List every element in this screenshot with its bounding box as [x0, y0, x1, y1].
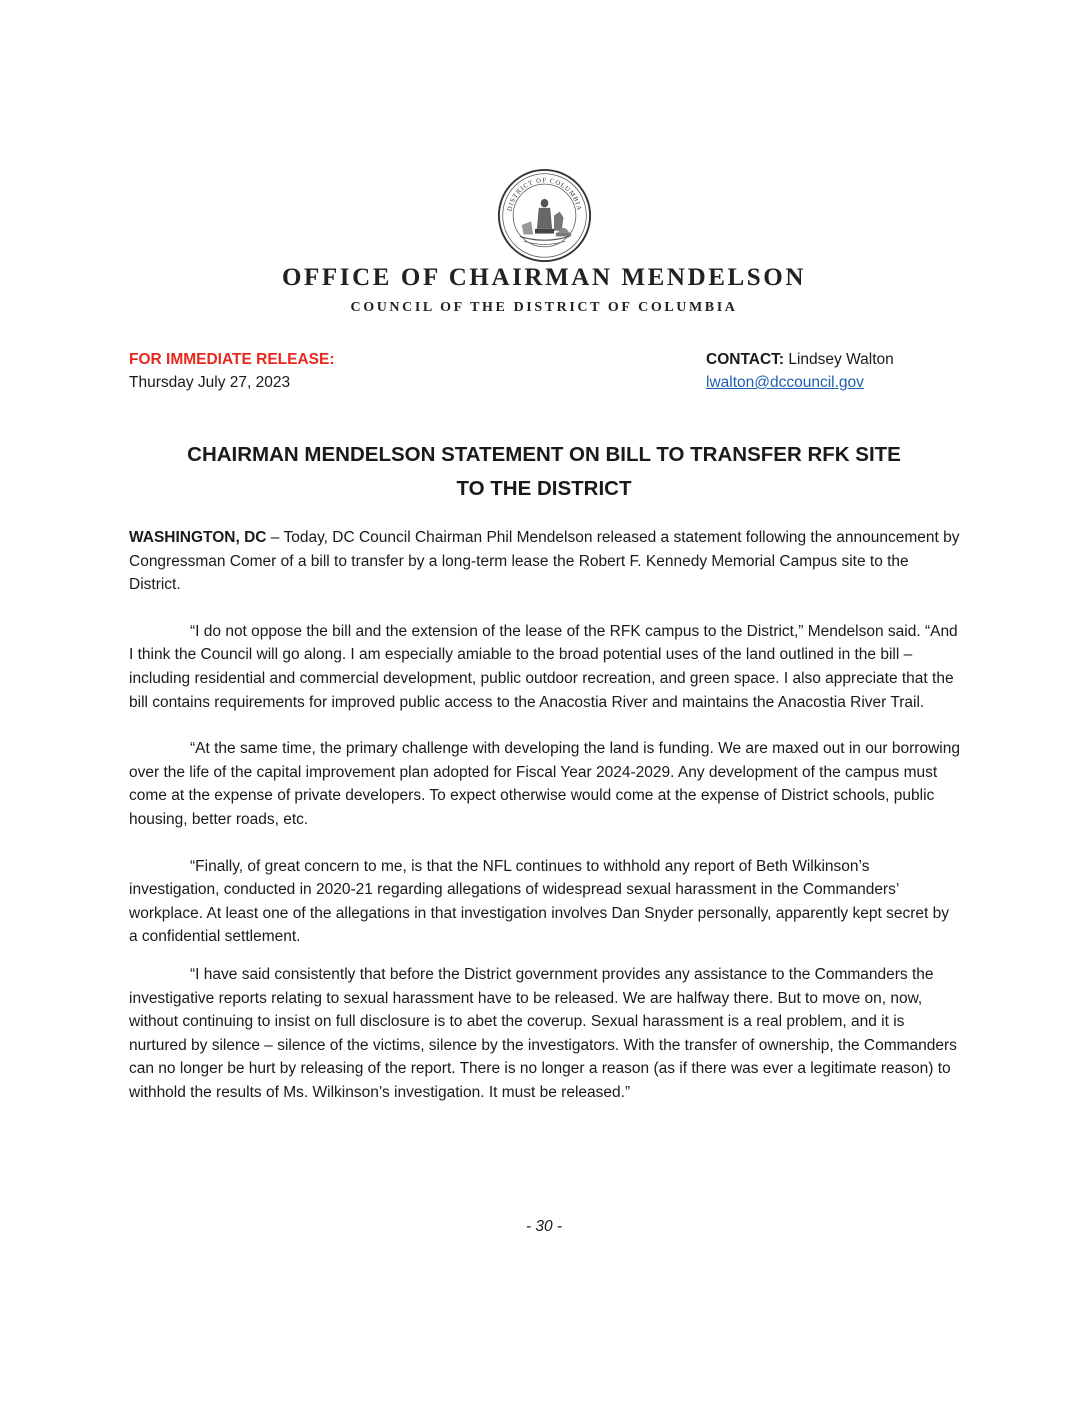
headline-line-2: TO THE DISTRICT — [456, 477, 632, 500]
contact-name: Lindsey Walton — [784, 351, 894, 368]
lead-paragraph — [129, 526, 961, 597]
body-paragraph-4: “I have said consistently that before the District government provides any assistance to the Commanders the investigative reports relating to sexual harassment have to be released. We are halfway there. But to move on, now, without continuing to insist on full disclosure is to abet the coverup. Sexual harassment is a real problem, and it is nurtured by silence – silence of the victims, silence by the investigators. With the transfer of ownership, the Commanders can no longer be hurt by releasing of the report. There is no longer a reason (as if there was ever a legitimate reason) to withhold the results of Ms. Wilkinson’s investigation. It must be released.” — [129, 965, 957, 1101]
release-label: FOR IMMEDIATE RELEASE: — [129, 351, 335, 368]
dateline: WASHINGTON, DC — [129, 529, 267, 546]
contact-line — [706, 348, 894, 371]
contact-info — [706, 348, 894, 394]
body-paragraph-3: “Finally, of great concern to me, is that the NFL continues to withhold any report of Beth Wilkinson’s investigation, conducted in 2020-21 regarding allegations of widespread sexual harassment in the Commanders’ workplace. At least one of the allegations in that investigation involves Dan Snyder personally, apparently kept secret by a confidential settlement. — [129, 857, 949, 946]
body-paragraph-2: “At the same time, the primary challenge with developing the land is funding. We are maxed out in our borrowing over the life of the capital improvement plan adopted for Fiscal Year 2024-2029. Any development of the campus must come at the expense of private developers. To expect otherwise would come at the expense of District schools, public housing, better roads, etc. — [129, 740, 960, 828]
office-subtitle: COUNCIL OF THE DISTRICT OF COLUMBIA — [350, 300, 738, 315]
headline-line-1: CHAIRMAN MENDELSON STATEMENT ON BILL TO TRANSFER RFK SITE — [187, 443, 901, 466]
office-title: OFFICE OF CHAIRMAN MENDELSON — [282, 264, 806, 291]
contact-label: CONTACT: — [706, 351, 785, 368]
district-of-columbia-seal — [497, 168, 592, 263]
release-date: Thursday July 27, 2023 — [129, 374, 291, 391]
release-info — [129, 348, 335, 394]
lead-text: – Today, DC Council Chairman Phil Mendelson released a statement following the announcement by Congressman Comer of a bill to transfer by a long-term lease the Robert F. Kennedy Memorial Campus site to the District. — [129, 529, 960, 594]
svg-text:DISTRICT OF COLUMBIA: DISTRICT OF COLUMBIA — [506, 177, 583, 212]
headline — [110, 438, 978, 506]
end-marker: - 30 - — [525, 1218, 563, 1235]
contact-email-link[interactable]: lwalton@dccouncil.gov — [706, 374, 864, 391]
statement-body — [129, 526, 961, 1127]
body-paragraph-1: “I do not oppose the bill and the extension of the lease of the RFK campus to the District,” Mendelson said. “And I think the Council will go along. I am especially amiable to the broad potential uses of the land outlined in the bill – including residential and commercial development, public outdoor recreation, and green space. I also appreciate that the bill contains requirements for improved public access to the Anacostia River and maintains the Anacostia River Trail. — [129, 622, 958, 711]
